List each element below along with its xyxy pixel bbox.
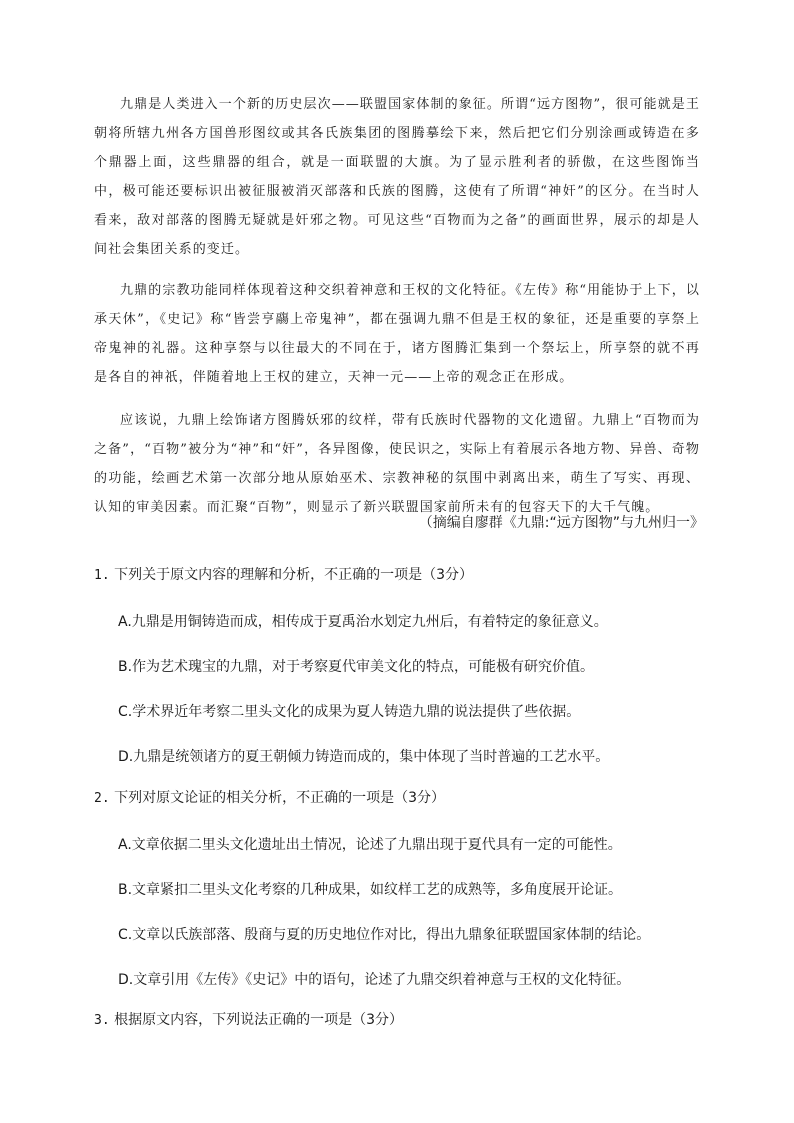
question-number: 1. bbox=[94, 568, 110, 583]
question-title bbox=[94, 1009, 714, 1032]
passage-paragraph-1: 九鼎是人类进入一个新的历史层次——联盟国家体制的象征。所谓“远方图物”，很可能就是王朝将所辖九州各方国兽形图纹或其各氏族集团的图腾摹绘下来，然后把它们分别涂画或铸造在多个鼎器上面，这些鼎器的组合，就是一面联盟的大旗。为了显示胜利者的骄傲，在这些图饰当中，极可能还要标识出被征服被消灭部落和氏族的图腾，这使有了所谓“神奸”的区分。在当时人看来，敌对部落的图腾无疑就是奸邪之物。可见这些“百物而为之备”的画面世界，展示的却是人间社会集团关系的变迁。 bbox=[94, 97, 700, 257]
question-1 bbox=[94, 564, 714, 768]
question-3 bbox=[94, 1009, 714, 1032]
option-b: B.文章紧扣二里头文化考察的几种成果，如纹样工艺的成熟等，多角度展开论证。 bbox=[118, 882, 623, 898]
option-a: A.文章依据二里头文化遗址出土情况，论述了九鼎出现于夏代具有一定的可能性。 bbox=[118, 837, 622, 853]
passage-source-citation: （摘编自廖群《九鼎:“远方图物”与九州归一》 bbox=[418, 515, 704, 531]
option-d: D.九鼎是统领诸方的夏王朝倾力铸造而成的，集中体现了当时普遍的工艺水平。 bbox=[118, 749, 610, 765]
option-c: C.文章以氏族部落、殷商与夏的历史地位作对比，得出九鼎象征联盟国家体制的结论。 bbox=[118, 927, 651, 943]
question-title bbox=[94, 564, 714, 587]
question-number: 3. bbox=[94, 1013, 110, 1028]
question-text: 下列对原文论证的相关分析，不正确的一项是（3分） bbox=[114, 790, 446, 806]
question-number: 2. bbox=[94, 791, 110, 806]
passage-paragraph-2: 九鼎的宗教功能同样体现着这种交织着神意和王权的文化特征。《左传》称“用能协于上下，以承天休”，《史记》称“皆尝亨鬺上帝鬼神”，都在强调九鼎不但是王权的象征，还是重要的享祭上帝鬼神的礼器。这种享祭与以往最大的不同在于，诸方图腾汇集到一个祭坛上，所享祭的就不再是各自的神祇，伴随着地上王权的建立，天神一元——上帝的观念正在形成。 bbox=[94, 283, 700, 385]
question-2 bbox=[94, 787, 714, 991]
question-text: 下列关于原文内容的理解和分析，不正确的一项是（3分） bbox=[114, 567, 474, 583]
option-a: A.九鼎是用铜铸造而成，相传成于夏禹治水划定九州后，有着特定的象征意义。 bbox=[118, 614, 608, 630]
passage-paragraph-3: 应该说，九鼎上绘饰诸方图腾妖邪的纹样，带有氏族时代器物的文化遗留。九鼎上“百物而为之备”，“百物”被分为“神”和“奸”，各异图像，使民识之，实际上有着展示各地方物、异兽、奇物的功能，绘画艺术第一次部分地从原始巫术、宗教神秘的氛围中剥离出来，萌生了写实、再现、认知的审美因素。而汇聚“百物”，则显示了新兴联盟国家前所未有的包容天下的大千气魄。 bbox=[94, 413, 700, 515]
reading-passage bbox=[94, 90, 700, 536]
option-b: B.作为艺术瑰宝的九鼎，对于考察夏代审美文化的特点，可能极有研究价值。 bbox=[118, 659, 595, 675]
question-text: 根据原文内容，下列说法正确的一项是（3分） bbox=[114, 1012, 404, 1028]
option-c: C.学术界近年考察二里头文化的成果为夏人铸造九鼎的说法提供了些依据。 bbox=[118, 704, 581, 720]
option-d: D.文章引用《左传》《史记》中的语句，论述了九鼎交织着神意与王权的文化特征。 bbox=[118, 972, 631, 988]
question-title bbox=[94, 787, 714, 810]
